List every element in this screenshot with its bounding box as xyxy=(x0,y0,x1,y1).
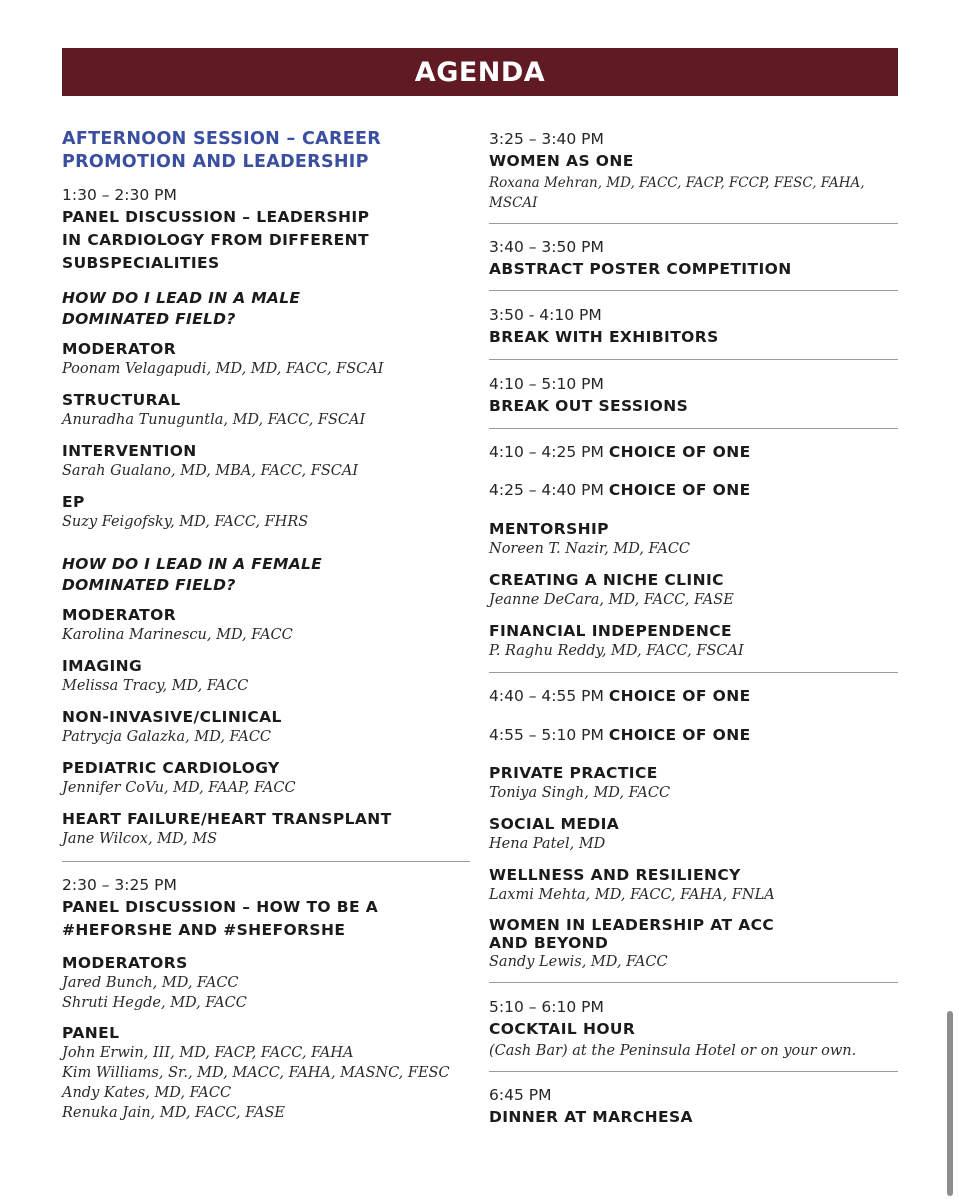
breakout-block-2 xyxy=(489,685,898,972)
list-item xyxy=(489,570,898,610)
panel-heforshe xyxy=(62,874,470,1123)
person-name: Sandy Lewis, MD, FACC xyxy=(489,954,668,970)
session-title: ABSTRACT POSTER COMPETITION xyxy=(489,260,792,278)
breakout-sessions xyxy=(489,373,898,418)
person-name: Melissa Tracy, MD, FACC xyxy=(62,678,249,694)
moderators-label: MODERATORS xyxy=(62,954,188,972)
session-note: (Cash Bar) at the Peninsula Hotel or on your own. xyxy=(489,1043,857,1059)
divider xyxy=(489,428,898,429)
male-field-question: HOW DO I LEAD IN A MALE DOMINATED FIELD? xyxy=(62,289,301,328)
person-name: Anuradha Tunuguntla, MD, FACC, FSCAI xyxy=(62,412,366,428)
abstract-poster xyxy=(489,236,898,281)
person-name: Noreen T. Nazir, MD, FACC xyxy=(489,541,691,557)
choice-line: 4:10 – 4:25 PM CHOICE OF ONE xyxy=(489,443,751,461)
divider xyxy=(489,223,898,224)
person-name: Renuka Jain, MD, FACC, FASE xyxy=(62,1105,285,1121)
moderators-block xyxy=(62,953,470,1013)
role-entry xyxy=(62,339,470,379)
session-title: COCKTAIL HOUR xyxy=(489,1020,636,1038)
panel-block xyxy=(62,1023,470,1123)
role-entry xyxy=(62,758,470,798)
role-label: INTERVENTION xyxy=(62,442,197,460)
role-entry xyxy=(62,656,470,696)
panel1-time: 1:30 – 2:30 PM xyxy=(62,186,177,204)
female-roles xyxy=(62,605,470,849)
session-time: 5:10 – 6:10 PM xyxy=(489,998,604,1016)
left-column xyxy=(62,128,470,1123)
role-label: PEDIATRIC CARDIOLOGY xyxy=(62,759,280,777)
role-entry xyxy=(62,809,470,849)
divider xyxy=(62,861,470,862)
divider xyxy=(489,1071,898,1072)
panel-leadership xyxy=(62,184,470,849)
session-title: WOMEN AS ONE xyxy=(489,152,634,170)
role-entry xyxy=(62,492,470,532)
session-time: 4:10 – 5:10 PM xyxy=(489,375,604,393)
role-entry xyxy=(62,605,470,645)
list-item xyxy=(489,621,898,661)
list-item xyxy=(489,916,898,972)
item-title: CREATING A NICHE CLINIC xyxy=(489,571,724,589)
dinner xyxy=(489,1084,898,1129)
person-name: Patrycja Galazka, MD, FACC xyxy=(62,729,272,745)
right-column xyxy=(489,128,898,1129)
person-name: Jared Bunch, MD, FACC xyxy=(62,975,239,991)
person-name: Toniya Singh, MD, FACC xyxy=(489,785,671,801)
session-title: AFTERNOON SESSION – CAREER PROMOTION AND LEADERSHIP xyxy=(62,129,381,172)
agenda-title: AGENDA xyxy=(414,56,546,88)
role-entry xyxy=(62,707,470,747)
choice-line: 4:25 – 4:40 PM CHOICE OF ONE xyxy=(489,481,751,499)
person-name: Kim Williams, Sr., MD, MACC, FAHA, MASNC, FESC xyxy=(62,1065,450,1081)
agenda-banner xyxy=(62,48,898,96)
item-title: MENTORSHIP xyxy=(489,520,609,538)
list-item xyxy=(489,519,898,559)
role-entry xyxy=(62,441,470,481)
list-item xyxy=(489,814,898,854)
list-item xyxy=(489,763,898,803)
person-name: Shruti Hegde, MD, FACC xyxy=(62,995,247,1011)
role-label: MODERATOR xyxy=(62,606,177,624)
women-as-one xyxy=(489,128,898,213)
role-label: HEART FAILURE/HEART TRANSPLANT xyxy=(62,810,392,828)
person-name: Poonam Velagapudi, MD, MD, FACC, FSCAI xyxy=(62,361,384,377)
cocktail-hour xyxy=(489,996,898,1061)
person-name: Jennifer CoVu, MD, FAAP, FACC xyxy=(62,780,296,796)
role-label: EP xyxy=(62,493,85,511)
session-time: 6:45 PM xyxy=(489,1086,552,1104)
session-title: BREAK WITH EXHIBITORS xyxy=(489,328,719,346)
person-name: Laxmi Mehta, MD, FACC, FAHA, FNLA xyxy=(489,887,775,903)
divider xyxy=(489,672,898,673)
person-name: P. Raghu Reddy, MD, FACC, FSCAI xyxy=(489,643,744,659)
female-field-question: HOW DO I LEAD IN A FEMALE DOMINATED FIELD? xyxy=(62,555,323,594)
item-title: PRIVATE PRACTICE xyxy=(489,764,658,782)
person-name: Jane Wilcox, MD, MS xyxy=(62,831,218,847)
session-title: DINNER AT MARCHESA xyxy=(489,1108,693,1126)
person-name: Roxana Mehran, MD, FACC, FACP, FCCP, FESC, FAHA, MSCAI xyxy=(489,175,865,211)
role-label: NON-INVASIVE/CLINICAL xyxy=(62,708,282,726)
breakout-items xyxy=(489,519,898,661)
session-time: 3:40 – 3:50 PM xyxy=(489,238,604,256)
breakout-block-1 xyxy=(489,441,898,661)
person-name: Sarah Gualano, MD, MBA, FACC, FSCAI xyxy=(62,463,359,479)
role-entry xyxy=(62,390,470,430)
choice-line: 4:55 – 5:10 PM CHOICE OF ONE xyxy=(489,726,751,744)
person-name: Suzy Feigofsky, MD, FACC, FHRS xyxy=(62,514,309,530)
panel1-title: PANEL DISCUSSION – LEADERSHIP IN CARDIOLOGY FROM DIFFERENT SUBSPECIALITIES xyxy=(62,208,370,272)
panel-label: PANEL xyxy=(62,1024,120,1042)
item-title: SOCIAL MEDIA xyxy=(489,815,620,833)
list-item xyxy=(489,865,898,905)
person-name: Jeanne DeCara, MD, FACC, FASE xyxy=(489,592,734,608)
panel2-title: PANEL DISCUSSION – HOW TO BE A #HEFORSHE AND #SHEFORSHE xyxy=(62,898,379,939)
divider xyxy=(489,359,898,360)
person-name: Hena Patel, MD xyxy=(489,836,606,852)
session-title: BREAK OUT SESSIONS xyxy=(489,397,689,415)
session-time: 3:25 – 3:40 PM xyxy=(489,130,604,148)
person-name: John Erwin, III, MD, FACP, FACC, FAHA xyxy=(62,1045,354,1061)
person-name: Andy Kates, MD, FACC xyxy=(62,1085,232,1101)
divider xyxy=(489,982,898,983)
choice-line: 4:40 – 4:55 PM CHOICE OF ONE xyxy=(489,687,751,705)
item-title: WELLNESS AND RESILIENCY xyxy=(489,866,741,884)
breakout-items xyxy=(489,763,898,972)
item-title: FINANCIAL INDEPENDENCE xyxy=(489,622,733,640)
role-label: MODERATOR xyxy=(62,340,177,358)
break-exhibitors xyxy=(489,304,898,349)
person-name: Karolina Marinescu, MD, FACC xyxy=(62,627,293,643)
male-roles xyxy=(62,339,470,532)
session-time: 3:50 - 4:10 PM xyxy=(489,306,602,324)
role-label: IMAGING xyxy=(62,657,143,675)
role-label: STRUCTURAL xyxy=(62,391,181,409)
divider xyxy=(489,290,898,291)
vertical-scrollbar[interactable] xyxy=(947,1011,953,1196)
panel2-time: 2:30 – 3:25 PM xyxy=(62,876,177,894)
item-title: WOMEN IN LEADERSHIP AT ACC AND BEYOND xyxy=(489,916,775,952)
